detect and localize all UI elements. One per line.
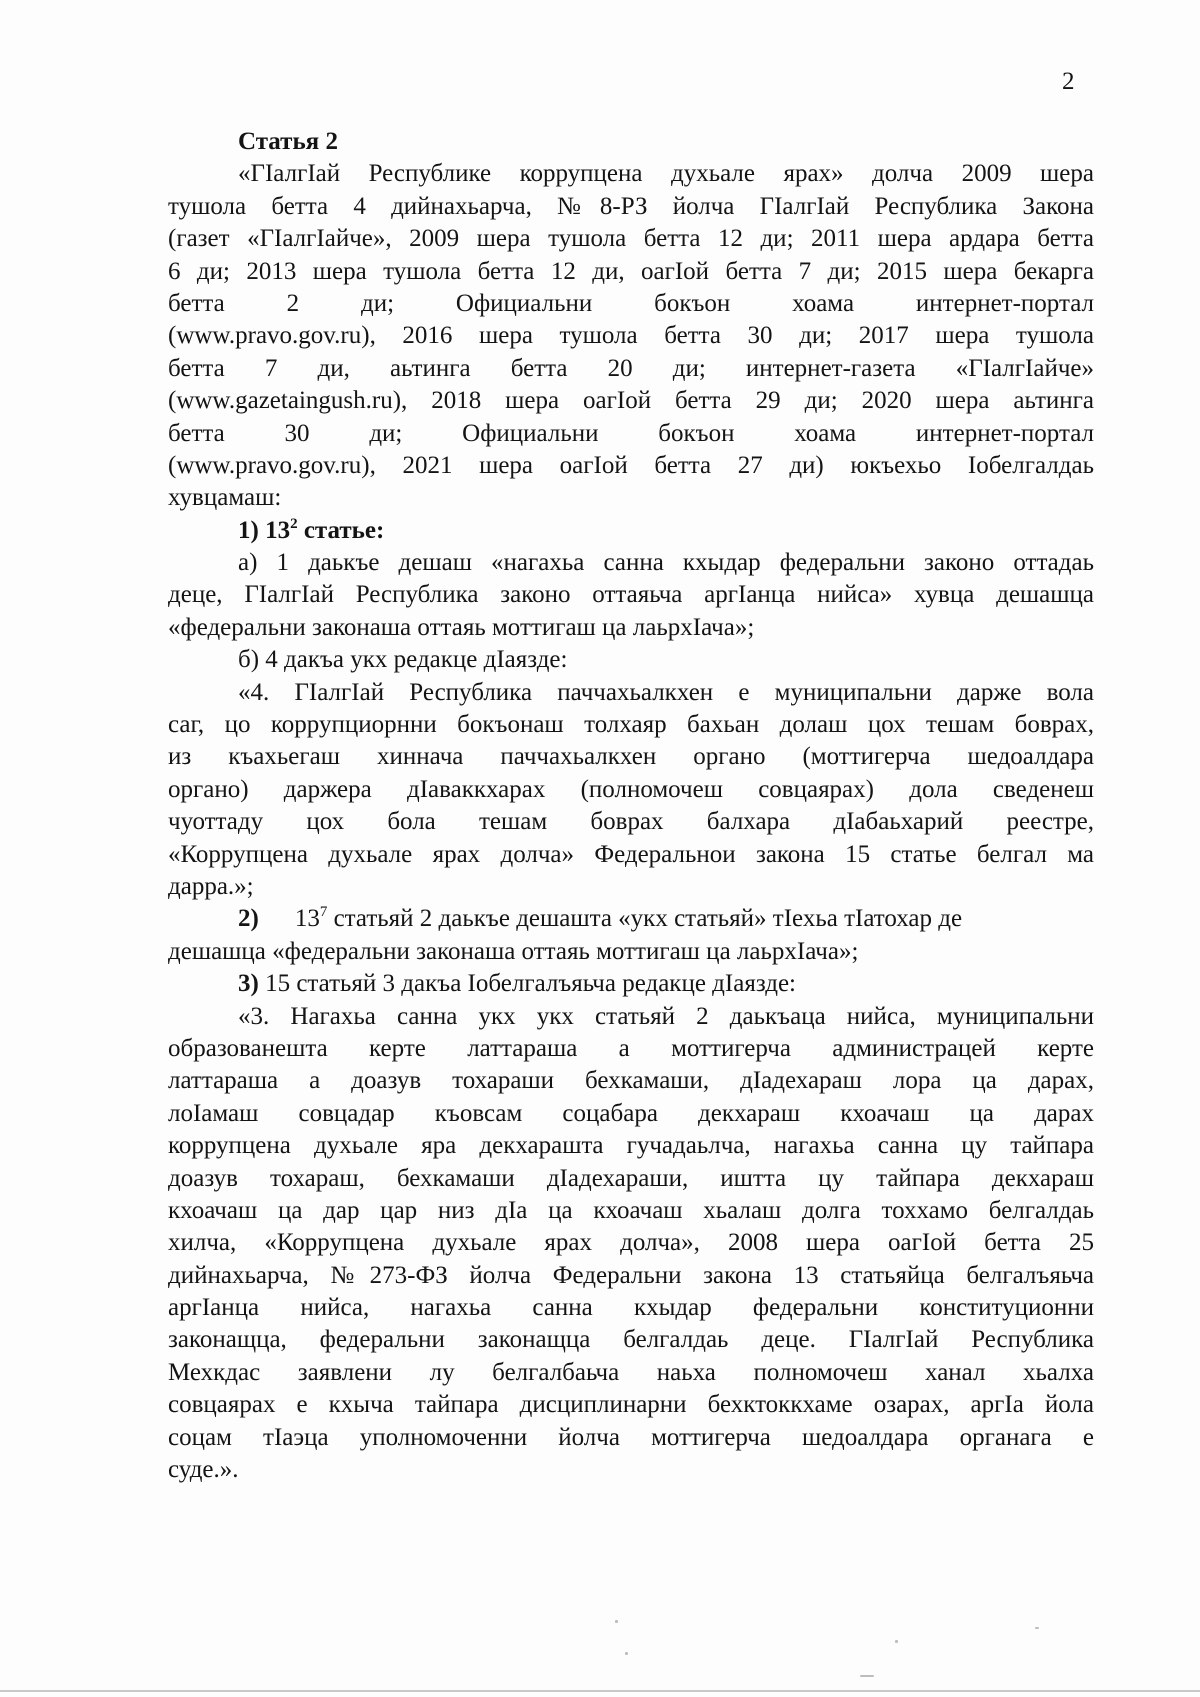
page-number: 2	[1062, 68, 1075, 95]
intro-line: бетта 2 ди; Официальни бокъон хоама интернет-портал	[168, 289, 1094, 317]
quote-3-line: «3. Нагахьа санна укх укх статьяй 2 даькъаца нийса, муниципальни	[238, 1002, 1094, 1030]
item-1-number: 1)	[238, 516, 259, 544]
quote-4-line: «Коррупцена духьале ярах долча» Федеральнои закона 15 статье белгал ма	[168, 840, 1094, 868]
intro-line: бетта 7 ди, аьтинга бетта 20 ди; интернет-газета «ГӀалгӀайче»	[168, 354, 1094, 382]
intro-line: (www.gazetaingush.ru), 2018 шера оагӀой бетта 29 ди; 2020 шера аьтинга	[168, 387, 1094, 415]
quote-3-line: совцаярах е кхыча тайпара дисциплинарни бехктоккхаме озарах, аргӀа йола	[168, 1391, 1094, 1419]
item-2-line	[168, 903, 1094, 935]
scan-edge	[0, 1690, 1200, 1692]
intro-line: бетта 30 ди; Официальни бокъон хоама интернет-портал	[168, 419, 1094, 447]
item-1-article-number: $13^2$	[265, 515, 298, 544]
item-1-title: статье:	[303, 516, 385, 544]
sub-a-line: «федеральни законаша оттаяь моттигаш ца лаьрхӀача»;	[168, 613, 755, 641]
quote-3-line: хилча, «Коррупцена духьале ярах долча», 2008 шера оагӀой бетта 25	[168, 1229, 1094, 1257]
scan-speck	[895, 1640, 898, 1643]
article-body	[168, 126, 1094, 1486]
sub-a-line: деце, ГӀалгӀай Республика законо оттаяьча аргӀанца нийса» хувца дешашца	[168, 581, 1094, 609]
quote-3-line: законащца, федеральни законащца белгалдаь деце. ГӀалгӀай Республика	[168, 1326, 1094, 1354]
intro-line: «ГӀалгӀай Республике коррупцена духьале ярах» долча 2009 шера	[238, 160, 1094, 188]
scan-speck	[860, 1675, 874, 1677]
intro-line: (www.pravo.gov.ru), 2016 шера тушола бетта 30 ди; 2017 шера тушола	[168, 322, 1094, 350]
quote-3-line: коррупцена духьале яра декхараштa гучадаьлча, нагахьа санна цу тайпара	[168, 1132, 1094, 1160]
quote-3-line: лоІамаш совцадар къовсам соцабара декхараш кхоачаш ца дарах	[168, 1099, 1094, 1127]
intro-line: (www.pravo.gov.ru), 2021 шера оагӀой бетта 27 ди) юкъехьо Іобелгалдаь	[168, 451, 1094, 479]
item-2-number: 2)	[238, 905, 259, 933]
quote-3-line: образованешта керте латтараша а моттигерча администрацей керте	[168, 1034, 1094, 1062]
quote-3-line: соцам тӀаэца уполномоченни йолча моттигерча шедоалдара органага е	[168, 1423, 1094, 1451]
quote-3-line: аргӀанца нийса, нагахьа санна кхыдар федеральни конституционни	[168, 1294, 1094, 1322]
quote-4-line: дарра.»;	[168, 872, 254, 900]
item-3-number: 3)	[238, 970, 259, 998]
quote-3-line: дийнахьарча, №273-ФЗ йолча Федеральни закона 13 статьяйца белгалъяьча	[168, 1261, 1094, 1289]
quote-3-line: латтараша а доазув тохараши бехкамаши, дӀадехараш лора ца дарах,	[168, 1067, 1094, 1095]
quote-3-line: кхоачаш ца дар цар низ дӀа ца кхоачаш хьалаш долга тоххамо белгалдаь	[168, 1196, 1094, 1224]
intro-line: (газет «ГӀалгӀайче», 2009 шера тушола бетта 12 ди; 2011 шера ардара бетта	[168, 225, 1094, 253]
item-3-text: 15 статьяй 3 дакъа Іобелгалъяьча редакце дӀаязде:	[265, 970, 796, 998]
sub-b-line: б) 4 дакъа укх редакце дӀаязде:	[238, 646, 568, 674]
quote-4-line: из къахьегаш хиннача паччахьалкхен органо (моттигерча шедоалдара	[168, 743, 1094, 771]
item-3-line	[168, 968, 1094, 1000]
quote-3-line: доазув тохараш, бехкамаши дӀадехараши, иштта цу тайпара декхараш	[168, 1164, 1094, 1192]
item-2-text: статьяй 2 даькъе дешашта «укх статьяй» тӀехьа тӀатохар де	[333, 905, 963, 933]
item-2-article-number: $13^7$	[294, 904, 328, 933]
quote-4-line: «4. ГӀалгӀай Республика паччахьалкхен е муниципальни дарже вола	[238, 678, 1094, 706]
quote-4-line: чуоттаду цох бола тешам боврах балхара дӀабаьхарий реестре,	[168, 808, 1094, 836]
intro-line: тушола бетта 4 дийнахьарча, №8-РЗ йолча ГӀалгӀай Республика Закона	[168, 192, 1094, 220]
quote-3-line: Мехкдас заявлени лу белгалбаьча наьха полномочеш ханал хьалха	[168, 1358, 1094, 1386]
article-heading: Статья 2	[238, 128, 338, 155]
scan-speck	[615, 1620, 618, 1623]
quote-4-line: органо) даржера дӀаваккхарах (полномочеш совцаярах) дола сведенеш	[168, 775, 1094, 803]
item-1-heading	[168, 515, 1094, 547]
quote-4-line: саг, цо коррупциорнни бокъонаш толхаяр бахьан долаш цох тешам боврах,	[168, 711, 1094, 739]
scan-speck	[1035, 1627, 1039, 1629]
item-2-line: дешашца «федеральни законаша оттаяь моттигаш ца лаьрхӀача»;	[168, 937, 859, 965]
sub-a-line: а) 1 даькъе дешаш «нагахьа санна кхыдар федеральни законо оттадаь	[238, 549, 1094, 577]
quote-3-line: суде.».	[168, 1456, 239, 1484]
intro-line: хувцамаш:	[168, 484, 282, 512]
scan-speck	[625, 1652, 628, 1655]
intro-line: 6 ди; 2013 шера тушола бетта 12 ди, оагӀой бетта 7 ди; 2015 шера бекарга	[168, 257, 1094, 285]
